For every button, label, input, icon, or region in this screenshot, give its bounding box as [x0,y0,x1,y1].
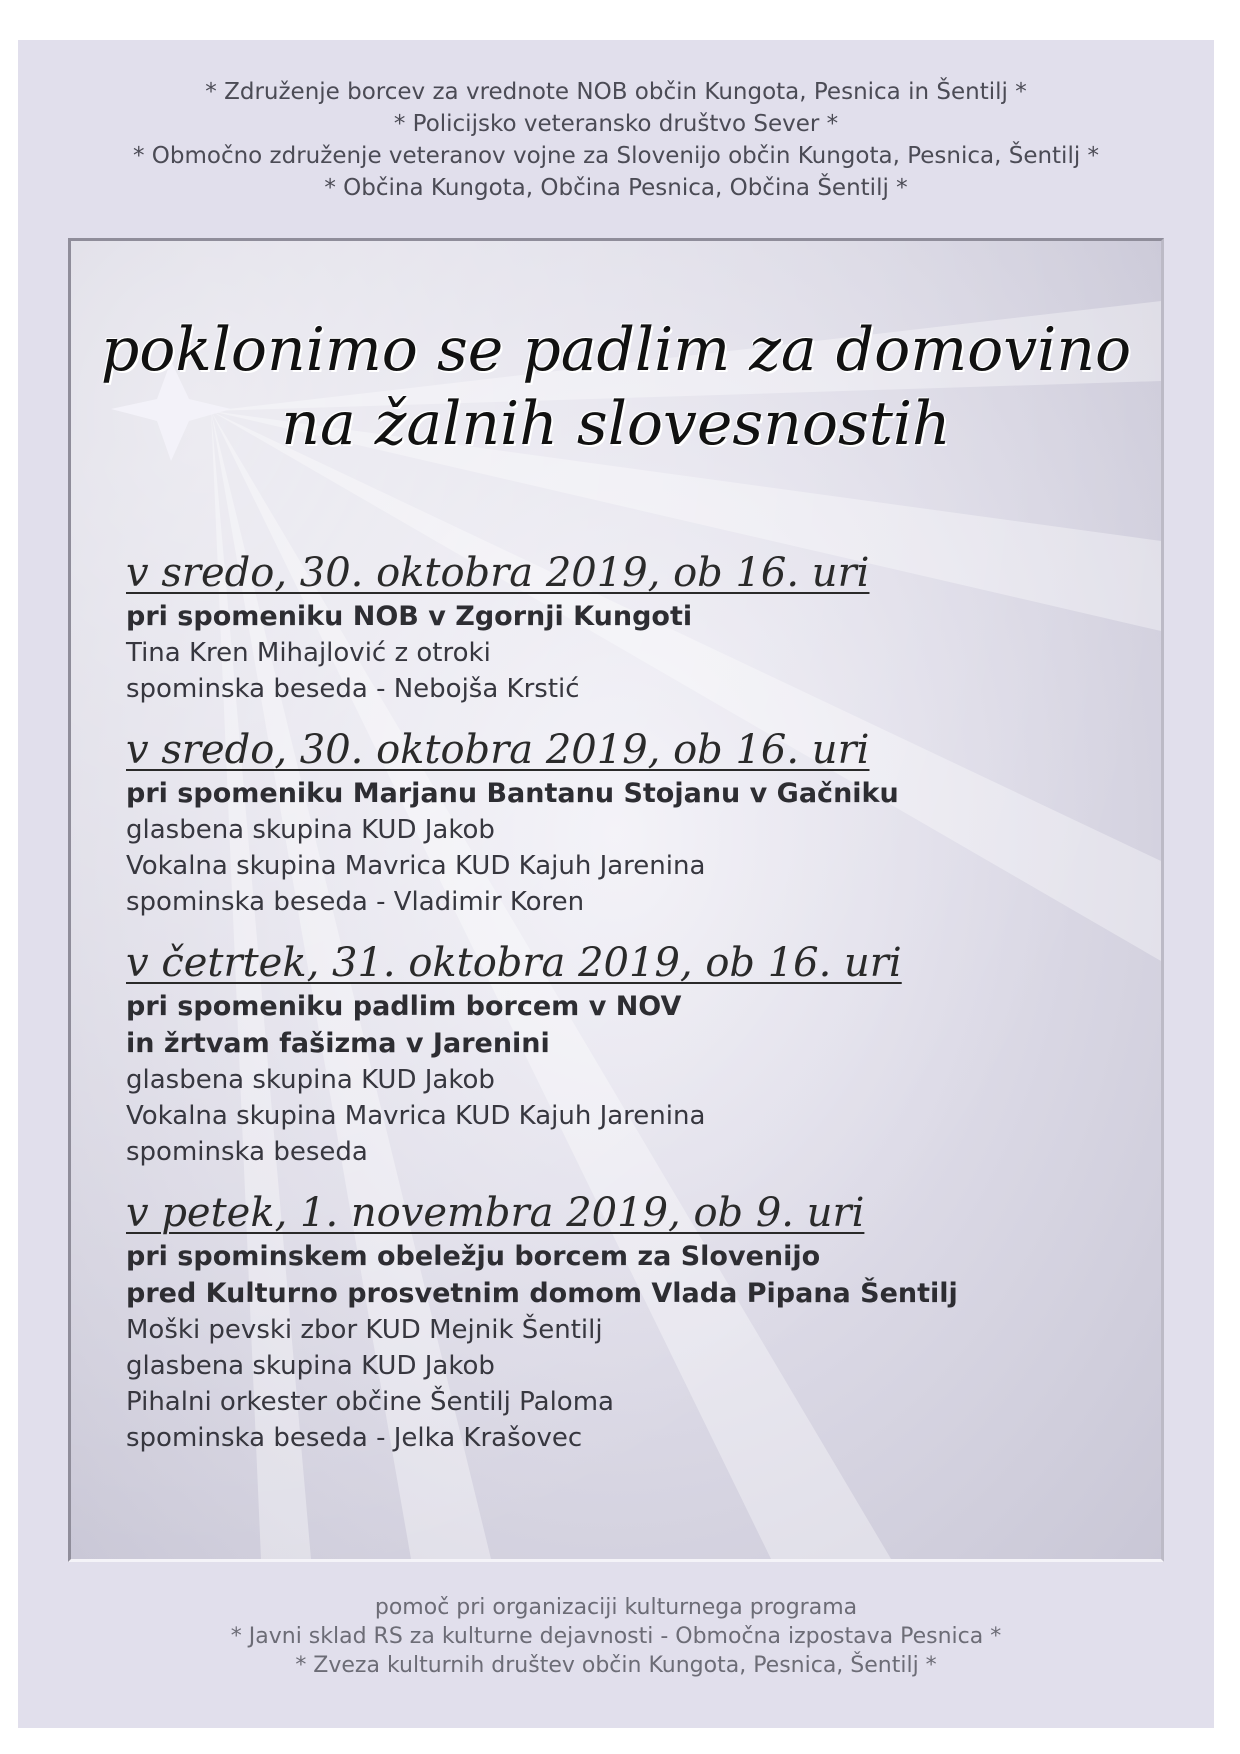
event-item [126,1188,1126,1456]
event-item [126,938,1126,1170]
support-line: * Zveza kulturnih društev občin Kungota, Pesnica, Šentilj * [295,1653,937,1678]
event-location: pri spomeniku Marjanu Bantanu Stojanu v Gačniku [126,778,899,809]
support-footer [18,1593,1214,1680]
event-location: pri spominskem obeležju borcem za Slovenijo [126,1241,821,1272]
poster [18,40,1214,1728]
event-list [126,548,1126,1474]
event-date: v sredo, 30. oktobra 2019, ob 16. uri [126,550,870,596]
event-program-line: Vokalna skupina Mavrica KUD Kajuh Jarenina [126,1101,706,1131]
event-item [126,548,1126,707]
event-date: v četrtek, 31. oktobra 2019, ob 16. uri [126,940,902,986]
organizer-line: * Policijsko veteransko društvo Sever * [393,111,839,137]
title-line-2: na žalnih slovesnostih [281,389,951,459]
organizers-header [18,76,1214,204]
event-panel [68,238,1164,1562]
event-program-line: Pihalni orkester občine Šentilj Paloma [126,1387,614,1417]
event-program-line: Moški pevski zbor KUD Mejnik Šentilj [126,1315,603,1345]
event-program-line: glasbena skupina KUD Jakob [126,815,495,845]
event-program-line: glasbena skupina KUD Jakob [126,1065,495,1095]
event-location: pred Kulturno prosvetnim domom Vlada Pipana Šentilj [126,1278,958,1309]
event-program-line: spominska beseda - Jelka Krašovec [126,1423,583,1453]
event-program-line: spominska beseda - Vladimir Koren [126,887,585,917]
event-program-line: spominska beseda - Nebojša Krstić [126,674,580,704]
support-heading: pomoč pri organizaciji kulturnega programa [374,1595,858,1620]
organizer-line: * Območno združenje veteranov vojne za Slovenijo občin Kungota, Pesnica, Šentilj * [132,143,1100,169]
organizer-line: * Občina Kungota, Občina Pesnica, Občina Šentilj * [324,175,908,201]
event-program-line: Tina Kren Mihajlović z otroki [126,638,491,668]
support-line: * Javni sklad RS za kulturne dejavnosti - Območna izpostava Pesnica * [230,1624,1002,1649]
event-location: pri spomeniku NOB v Zgornji Kungoti [126,601,693,632]
event-date: v petek, 1. novembra 2019, ob 9. uri [126,1190,865,1236]
event-program-line: glasbena skupina KUD Jakob [126,1351,495,1381]
event-item [126,725,1126,920]
event-program-line: spominska beseda [126,1137,368,1167]
event-location: pri spomeniku padlim borcem v NOV [126,991,682,1022]
event-date: v sredo, 30. oktobra 2019, ob 16. uri [126,727,870,773]
title-line-1: poklonimo se padlim za domovino [100,315,1132,385]
event-program-line: Vokalna skupina Mavrica KUD Kajuh Jarenina [126,851,706,881]
poster-title [71,313,1161,461]
organizer-line: * Združenje borcev za vrednote NOB občin Kungota, Pesnica in Šentilj * [205,79,1027,105]
event-location: in žrtvam fašizma v Jarenini [126,1028,550,1059]
